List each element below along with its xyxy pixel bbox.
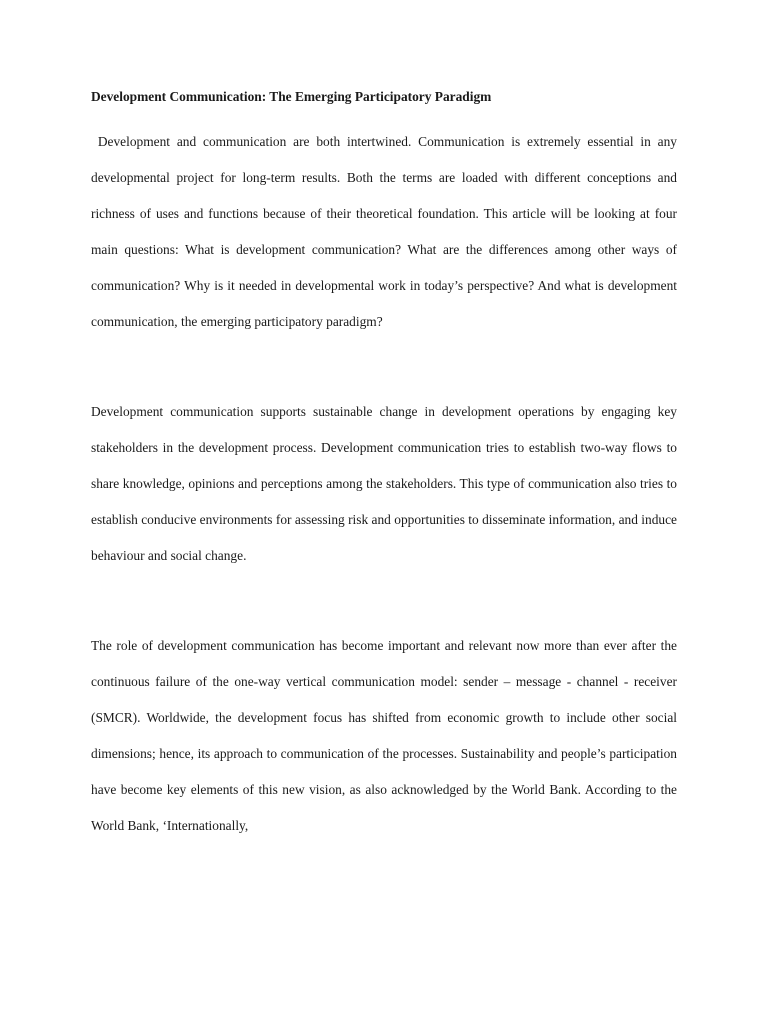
paragraph-spacer [91, 340, 677, 394]
paragraph-spacer [91, 574, 677, 628]
document-page [91, 88, 681, 844]
paragraph-role: The role of development communication has become important and relevant now more than ever after the continuous failure of the one-way vertical communication model: sender – message - channel - receiver (SMCR). Worldwide, the development focus has shifted from economic growth to include other social dimensions; hence, its approach to communication of the processes. Sustainability and people’s participation have become key elements of this new vision, as also acknowledged by the World Bank. According to the World Bank, ‘Internationally, [91, 638, 677, 833]
paragraph-intro: Development and communication are both intertwined. Communication is extremely essential in any developmental project for long-term results. Both the terms are loaded with different conceptions and richness of uses and functions because of their theoretical foundation. This article will be looking at four main questions: What is development communication? What are the differences among other ways of communication? Why is it needed in developmental work in today’s perspective? And what is development communication, the emerging participatory paradigm? [91, 134, 681, 329]
document-title: Development Communication: The Emerging Participatory Paradigm [91, 89, 492, 104]
paragraph-definition: Development communication supports sustainable change in development operations by engaging key stakeholders in the development process. Development communication tries to establish two-way flows to share knowledge, opinions and perceptions among the stakeholders. This type of communication also tries to establish conducive environments for assessing risk and opportunities to disseminate information, and induce behaviour and social change. [91, 404, 677, 563]
